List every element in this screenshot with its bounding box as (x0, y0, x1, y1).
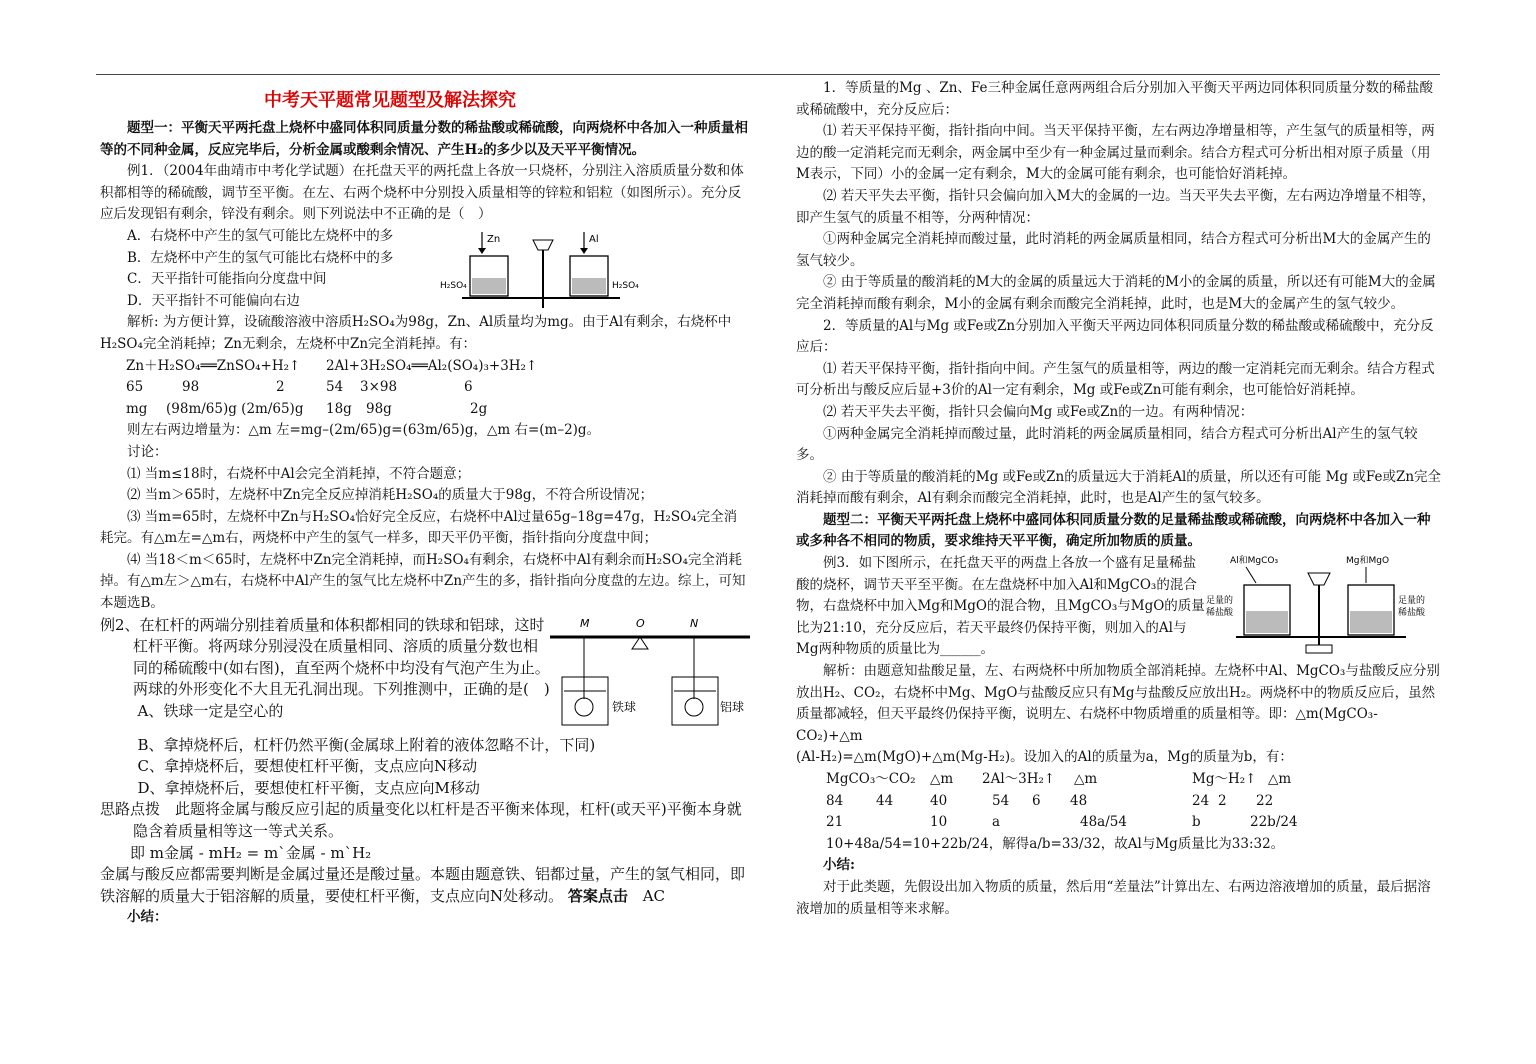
label-aluminium-ball: 铝球 (720, 699, 745, 714)
eq-value: 98g (366, 400, 392, 417)
table-cell: Mg～H₂↑ (1192, 771, 1257, 787)
table-cell: 22 (1256, 792, 1274, 809)
balance-base (1306, 645, 1332, 653)
example1-option-a: A．右烧杯中产生的氢气可能比左烧杯中的多 (127, 227, 394, 244)
equation-row-2 (100, 377, 750, 399)
table-cell: 2 (1218, 792, 1227, 809)
label-acid-right-1: 足量的 (1398, 596, 1426, 607)
eq-value: 3×98 (360, 379, 398, 396)
diff-table-row-3 (796, 812, 1442, 834)
type1-heading: 题型一：平衡天平两托盘上烧杯中盛同体积同质量分数的稀盐酸或稀硫酸，向两烧杯中各加入一种质量相等的不同种金属，反应完毕后，分析金属或酸剩余情况、产生H₂的多少以及天平平衡情况。 (100, 120, 748, 158)
eq-value: 2g (470, 400, 488, 417)
discussion-1: ⑴ 当m≤18时，右烧杯中Al会完全消耗掉，不符合题意； (127, 465, 471, 482)
left-summary-label: 小结： (127, 909, 168, 926)
label-m: M (580, 616, 590, 630)
right-summary-label: 小结: (823, 857, 855, 874)
answer-label: 答案点击 (567, 886, 628, 905)
section1-intro: 1．等质量的Mg 、Zn、Fe三种金属任意两两组合后分别加入平衡天平两边同体积同质量分数的稀盐酸或稀硫酸中，充分反应后： (796, 80, 1434, 118)
iron-ball (575, 698, 593, 716)
example3-question: 例3．如下图所示，在托盘天平的两盘上各放一个盛有足量稀盐酸的烧杯，调节天平至平衡。在左盘烧杯中加入Al和MgCO₃的混合物，右盘烧杯中加入Mg和MgO的混合物，且MgCO₃与MgO的质量比为21:10，充分反应后，若天平最终仍保持平衡，则加入的Al与Mg两种物质的质量比为______。 (796, 555, 1205, 658)
equation-row-3 (100, 399, 750, 421)
section2-case2a: ①两种金属完全消耗掉而酸过量，此时消耗的两金属质量相同，结合方程式可分析出Al产生的氢气较多。 (796, 425, 1418, 464)
table-cell: 10 (930, 814, 948, 831)
table-cell: △m (930, 771, 954, 787)
table-cell: b (1192, 814, 1201, 831)
thinking-hint: 思路点拨 此题将金属与酸反应引起的质量变化以杠杆是否平衡来体现，杠杆(或天平)平衡本身就隐含着质量相等这一等式关系。 (100, 800, 742, 841)
acid-left (1246, 611, 1288, 633)
acid-right (572, 278, 606, 294)
section1-case1: ⑴ 若天平保持平衡，指针指向中间。当天平保持平衡，左右两边净增量相等，产生氢气的质量相等，两边的酸一定消耗完而无剩余，两金属中至少有一种金属过量而剩余。结合方程式可分析出相对原子质量（用M表示，下同）小的金属一定有剩余，M大的金属可能有剩余，也可能恰好消耗掉。 (796, 123, 1435, 183)
document-title: 中考天平题常见题型及解法探究 (264, 90, 516, 111)
label-zn: Zn (487, 233, 501, 245)
label-o: O (636, 616, 645, 630)
discussion-3: ⑶ 当m=65时，左烧杯中Zn与H₂SO₄恰好完全反应，右烧杯中Al过量65g–18g=47g，H₂SO₄完全消耗完。有△m左=△m右，两烧杯中产生的氢气一样多，即天平仍平衡，指针指向分度盘中间； (100, 508, 738, 547)
discussion-2: ⑵ 当m＞65时，左烧杯中Zn完全反应掉消耗H₂SO₄的质量大于98g，不符合所设情况； (127, 487, 654, 504)
example3-result: 10+48a/54=10+22b/24，解得a/b=33/32，故Al与Mg质量比为33:32。 (826, 835, 1285, 852)
equation-al: 2Al+3H₂SO₄══Al₂(SO₄)₃+3H₂↑ (326, 357, 538, 374)
table-cell: 54 (992, 792, 1010, 809)
right-column (796, 78, 1442, 920)
table-cell: 48 (1070, 792, 1088, 809)
example2-analysis: 金属与酸反应都需要判断是金属过量还是酸过量。本题由题意铁、铝都过量，产生的氢气相同，即铁溶解的质量大于铝溶解的质量，要使杠杆平衡，支点应向N处移动。 (100, 865, 746, 905)
example1-solution: 解析: 为方便计算，设硫酸溶液中溶质H₂SO₄为98g，Zn、Al质量均为mg。由于Al有剩余，右烧杯中H₂SO₄完全消耗掉；Zn无剩余，左烧杯中Zn完全消耗掉。有： (100, 314, 732, 352)
section1-case2: ⑵ 若天平失去平衡，指针只会偏向加入M大的金属的一边。当天平失去平衡，左右两边净增量不相等，即产生氢气的质量不相等，分两种情况： (796, 187, 1436, 226)
equation-row-1 (100, 356, 750, 378)
example1-question: 例1．（2004年曲靖市中考化学试题）在托盘天平的两托盘上各放一只烧杯，分别注入溶质质量分数和体积都相等的稀硫酸，调节至平衡。在左、右两个烧杯中分别投入质量相等的锌粒和铝粒（如图所示）。充分反应后发现铝有剩余，锌没有剩余。则下列说法中不正确的是（ ） (100, 163, 744, 223)
table-cell: a (992, 814, 1001, 831)
example2-question: 例2、在杠杆的两端分别挂着质量和体积都相同的铁球和铝球，这时杠杆平衡。将两球分别浸没在质量相同、溶质的质量分数也相同的稀硫酸中(如右图)，直至两个烧杯中均没有气泡产生为止。两球的外形变化不大且无孔洞出现。下列推测中，正确的是( ) (100, 615, 550, 699)
table-cell: 24 (1192, 792, 1210, 809)
eq-value: 65 (126, 379, 144, 396)
table-cell: 84 (826, 792, 844, 809)
eq-value: 98 (182, 379, 200, 396)
table-cell: 6 (1032, 792, 1041, 809)
balance-figure-3 (1206, 553, 1436, 657)
right-summary-text: 对于此类题，先假设出加入物质的质量，然后用“差量法”计算出左、右两边溶液增加的质量，最后据溶液增加的质量相等来求解。 (796, 878, 1431, 917)
lever-figure (550, 615, 750, 735)
label-mg-mgo: Mg和MgO (1346, 556, 1390, 567)
label-acid-left-2: 稀盐酸 (1206, 608, 1234, 619)
fulcrum (632, 637, 648, 649)
section2-case2b: ② 由于等质量的酸消耗的Mg 或Fe或Zn的质量远大于消耗Al的质量，所以还有可能 Mg 或Fe或Zn完全消耗掉而酸有剩余，Al有剩余而酸完全消耗掉，此时，也是Al产生的氢气较多。 (796, 468, 1442, 507)
example2-option-a: A、铁球一定是空心的 (137, 702, 284, 721)
diff-table-row-1 (796, 769, 1442, 791)
table-cell: 21 (826, 814, 844, 831)
example1-option-d: D．天平指针不可能偏向右边 (127, 292, 300, 309)
example1-option-c: C．天平指针可能指向分度盘中间 (127, 271, 327, 288)
table-cell: △m (1268, 771, 1292, 787)
acid-right (1350, 611, 1392, 633)
scale-dial (533, 240, 553, 250)
delta-m-result: 则左右两边增量为：△m 左=mg–(2m/65)g=(63m/65)g，△m 右=(m–2)g。 (127, 422, 601, 439)
example2-option-d: D、拿掉烧杯后，要想使杠杆平衡，支点应向M移动 (137, 778, 480, 797)
eq-value: 18g (326, 400, 352, 417)
example3-solution: 解析：由题意知盐酸足量，左、右两烧杯中所加物质全部消耗掉。左烧杯中Al、MgCO₃与盐酸反应分别放出H₂、CO₂，右烧杯中Mg、MgO与盐酸反应只有Mg与盐酸反应放出H₂。两烧杯中的物质反应后，虽然质量都减轻，但天平最终仍保持平衡，说明左、右烧杯中物质增重的质量相等。即：△m(MgCO₃-CO₂)+△m (796, 663, 1440, 744)
label-acid-left-1: 足量的 (1206, 596, 1234, 607)
table-cell: 44 (876, 792, 894, 809)
discussion-4: ⑷ 当18＜m＜65时，左烧杯中Zn完全消耗掉，而H₂SO₄有剩余，右烧杯中Al有剩余而H₂SO₄完全消耗掉。有△m左＞△m右，右烧杯中Al产生的氢气比左烧杯中Zn产生的多，指针指向分度盘的左边。综上，可知本题选B。 (100, 551, 746, 612)
section1-case2a: ①两种金属完全消耗掉而酸过量，此时消耗的两金属质量相同，结合方程式可分析出M大的金属产生的氢气较少。 (796, 231, 1431, 269)
example2-option-b: B、拿掉烧杯后，杠杆仍然平衡(金属球上附着的液体忽略不计，下同) (137, 735, 596, 754)
type2-heading: 题型二：平衡天平两托盘上烧杯中盛同体积同质量分数的足量稀盐酸或稀硫酸，向两烧杯中各加入一种或多种各不相同的物质，要求维持天平平衡，确定所加物质的质量。 (796, 511, 1431, 550)
aluminium-ball (685, 698, 703, 716)
beaker-aluminium (672, 677, 718, 725)
table-cell: MgCO₃～CO₂ (826, 771, 916, 787)
label-n: N (690, 616, 699, 630)
example3-solution-cont: (Al-H₂)=△m(MgO)+△m(Mg-H₂)。设加入的Al的质量为a，Mg的质量为b，有： (796, 749, 1293, 766)
label-iron-ball: 铁球 (612, 699, 637, 714)
example1-options-block (100, 226, 750, 312)
section2-case2: ⑵ 若天平失去平衡，指针只会偏向Mg 或Fe或Zn的一边。有两种情况： (823, 403, 1254, 420)
eq-value: mg (126, 400, 148, 417)
eq-value: (98m/65)g (2m/65)g (166, 400, 304, 417)
label-acid-left: H₂SO₄ (440, 280, 467, 291)
pointer-line-left (1246, 567, 1256, 583)
label-al: Al (589, 233, 599, 245)
example2-block (100, 615, 750, 735)
example3-block (796, 553, 1442, 661)
table-cell: △m (1074, 771, 1098, 787)
mass-formula: 即 m金属 - mH₂ = m`金属 - m`H₂ (130, 843, 372, 862)
example2-option-c: C、拿掉烧杯后，要想使杠杆平衡，支点应向N移动 (137, 757, 478, 776)
eq-value: 54 (326, 379, 344, 396)
table-cell: 22b/24 (1250, 814, 1298, 831)
section2-case1: ⑴ 若天平保持平衡，指针指向中间。产生氢气的质量相等，两边的酸一定消耗完而无剩余。结合方程式可分析出与酸反应后显+3价的Al一定有剩余，Mg 或Fe或Zn可能有剩余，也可能恰好消耗掉。 (796, 360, 1435, 399)
label-al-mgco3: Al和MgCO₃ (1230, 556, 1279, 567)
table-cell: 40 (930, 792, 948, 809)
table-cell: 48a/54 (1080, 814, 1127, 831)
header-rule (96, 74, 1440, 75)
label-acid-right: H₂SO₄ (612, 280, 639, 291)
example1-option-b: B．左烧杯中产生的氢气可能比右烧杯中的多 (127, 249, 394, 266)
diff-table-row-2 (796, 791, 1442, 813)
left-column (100, 88, 750, 929)
answer-value: AC (642, 886, 666, 905)
scale-dial (1308, 573, 1330, 585)
equation-zn: Zn＋H₂SO₄══ZnSO₄+H₂↑ (126, 357, 301, 374)
table-cell: 2Al～3H₂↑ (982, 771, 1056, 787)
discussion-label: 讨论： (127, 443, 168, 460)
balance-figure-1 (440, 226, 680, 312)
eq-value: 2 (276, 379, 285, 396)
section2-intro: 2．等质量的Al与Mg 或Fe或Zn分别加入平衡天平两边同体积同质量分数的稀盐酸或稀硫酸中，充分反应后： (796, 317, 1434, 356)
section1-case2b: ② 由于等质量的酸消耗的M大的金属的质量远大于消耗的M小的金属的质量，所以还有可能M大的金属完全消耗掉而酸有剩余，M小的金属有剩余而酸完全消耗掉，此时，也是M大的金属产生的氢气较少。 (796, 274, 1436, 312)
label-acid-right-2: 稀盐酸 (1398, 608, 1426, 619)
eq-value: 6 (464, 379, 473, 396)
acid-left (472, 278, 506, 294)
beaker-iron (562, 677, 608, 725)
